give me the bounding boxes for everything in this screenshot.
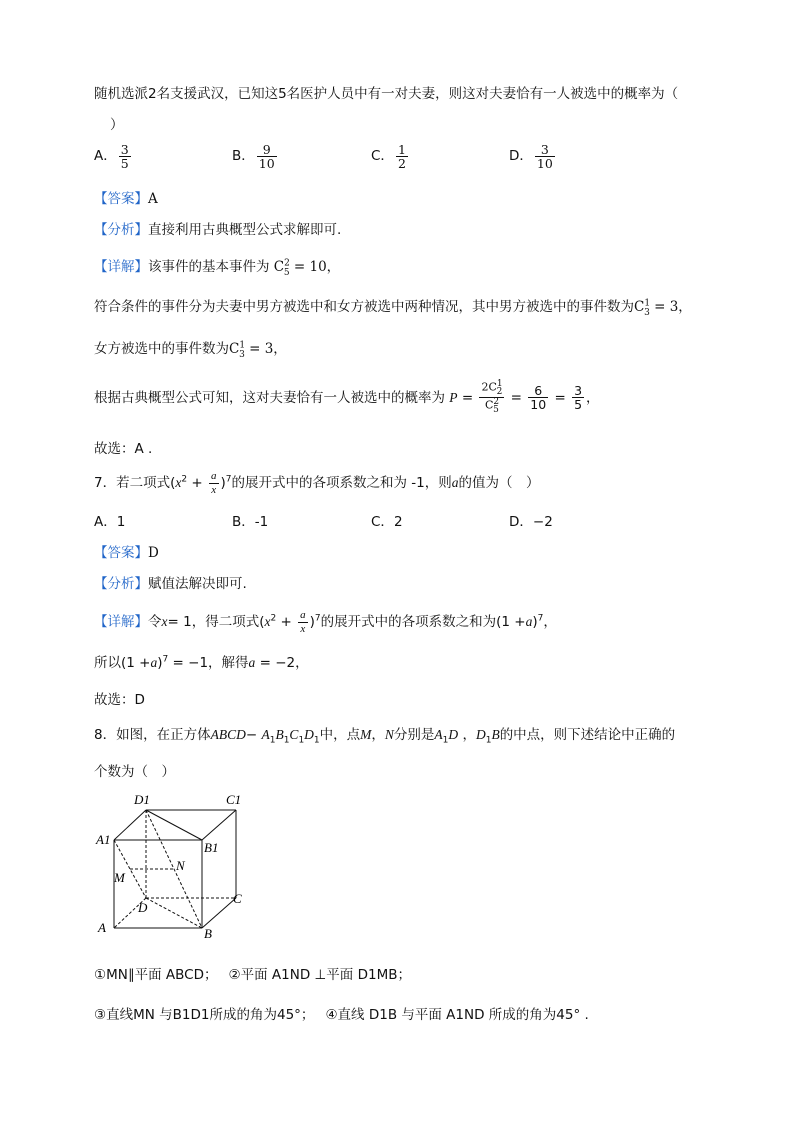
q6-option-b: B． $\frac{9}{10}$ <box>232 142 275 172</box>
q6-option-d: D． $\frac{3}{10}$ <box>509 142 553 172</box>
q8-statement-3-4: ③直线MN 与B1D1所成的角为45°； ④直线 D1B 与平面 A1ND 所成的角为45° . <box>94 1007 589 1023</box>
label-c1: C1 <box>226 792 242 807</box>
q6-detail-1: 【详解】该事件的基本事件为 $C^2_5 = 10$， <box>94 258 341 278</box>
q6-detail-3: 女方被选中的事件数为$C^1_3 = 3$， <box>94 340 287 360</box>
q6-conclusion: 故选：A . <box>94 441 153 457</box>
label-d: D <box>138 900 148 915</box>
question-8-stem-line2: 个数为（ ） <box>94 764 175 780</box>
q7-analysis: 【分析】赋值法解决即可. <box>94 576 247 592</box>
label-b: B <box>204 926 212 941</box>
q7-answer: 【答案】D <box>94 545 159 561</box>
question-6-stem-line1: 随机选派2名支援武汉，已知这5名医护人员中有一对夫妻，则这对夫妻恰有一人被选中的概率为（ <box>94 86 679 102</box>
q7-detail-1: 【详解】令x= 1，得二项式($x^2$ + $\frac{a}{x}$ )$^7$的展开式中的各项系数之和为$(1 +a)^7$， <box>94 609 557 635</box>
label-d1: D1 <box>134 792 150 807</box>
q7-conclusion: 故选：D <box>94 692 145 708</box>
question-6-stem-line2: ） <box>110 117 124 133</box>
q7-option-b: B．-1 <box>232 514 269 530</box>
q6-answer: 【答案】A <box>94 191 158 207</box>
q8-statement-1-2: ①MN∥平面 ABCD； ②平面 A1ND ⊥平面 D1MB； <box>94 967 411 983</box>
cube-figure <box>94 788 254 943</box>
q6-option-c: C． $\frac{1}{2}$ <box>371 142 406 172</box>
label-c: C <box>233 891 242 906</box>
q6-detail-4: 根据古典概型公式可知，这对夫妻恰有一人被选中的概率为 P = $\frac{2C^1_2}{C^2_5}$ = $\frac{6}{10}$ = $\frac{3}{5}$ ， <box>94 379 600 416</box>
q6-analysis: 【分析】直接利用古典概型公式求解即可. <box>94 222 342 238</box>
q6-detail-2: 符合条件的事件分为夫妻中男方被选中和女方被选中两种情况，其中男方被选中的事件数为$C^1_3 = 3$， <box>94 298 692 318</box>
label-m: M <box>114 870 125 885</box>
q7-detail-2: 所以$(1 +a)^7 = -1$，解得a = −2， <box>94 654 309 671</box>
label-n: N <box>176 858 185 873</box>
label-a: A <box>98 920 106 935</box>
q6-option-a: A． $\frac{3}{5}$ <box>94 142 129 172</box>
label-b1: B1 <box>204 840 219 855</box>
question-7-stem: 7．若二项式($x^2$ + $\frac{a}{x}$ )$^7$的展开式中的各项系数之和为 -1，则a的值为（ ） <box>94 470 540 496</box>
q7-option-a: A．1 <box>94 514 126 530</box>
question-8-stem-line1: 8．如图，在正方体ABCD− $A_1B_1C_1D_1$中，点M，N分别是$A_1D$ ，$D_1B$的中点，则下述结论中正确的 <box>94 727 676 746</box>
q7-option-d: D．−2 <box>509 514 553 530</box>
label-a1: A1 <box>96 832 111 847</box>
q7-option-c: C．2 <box>371 514 403 530</box>
